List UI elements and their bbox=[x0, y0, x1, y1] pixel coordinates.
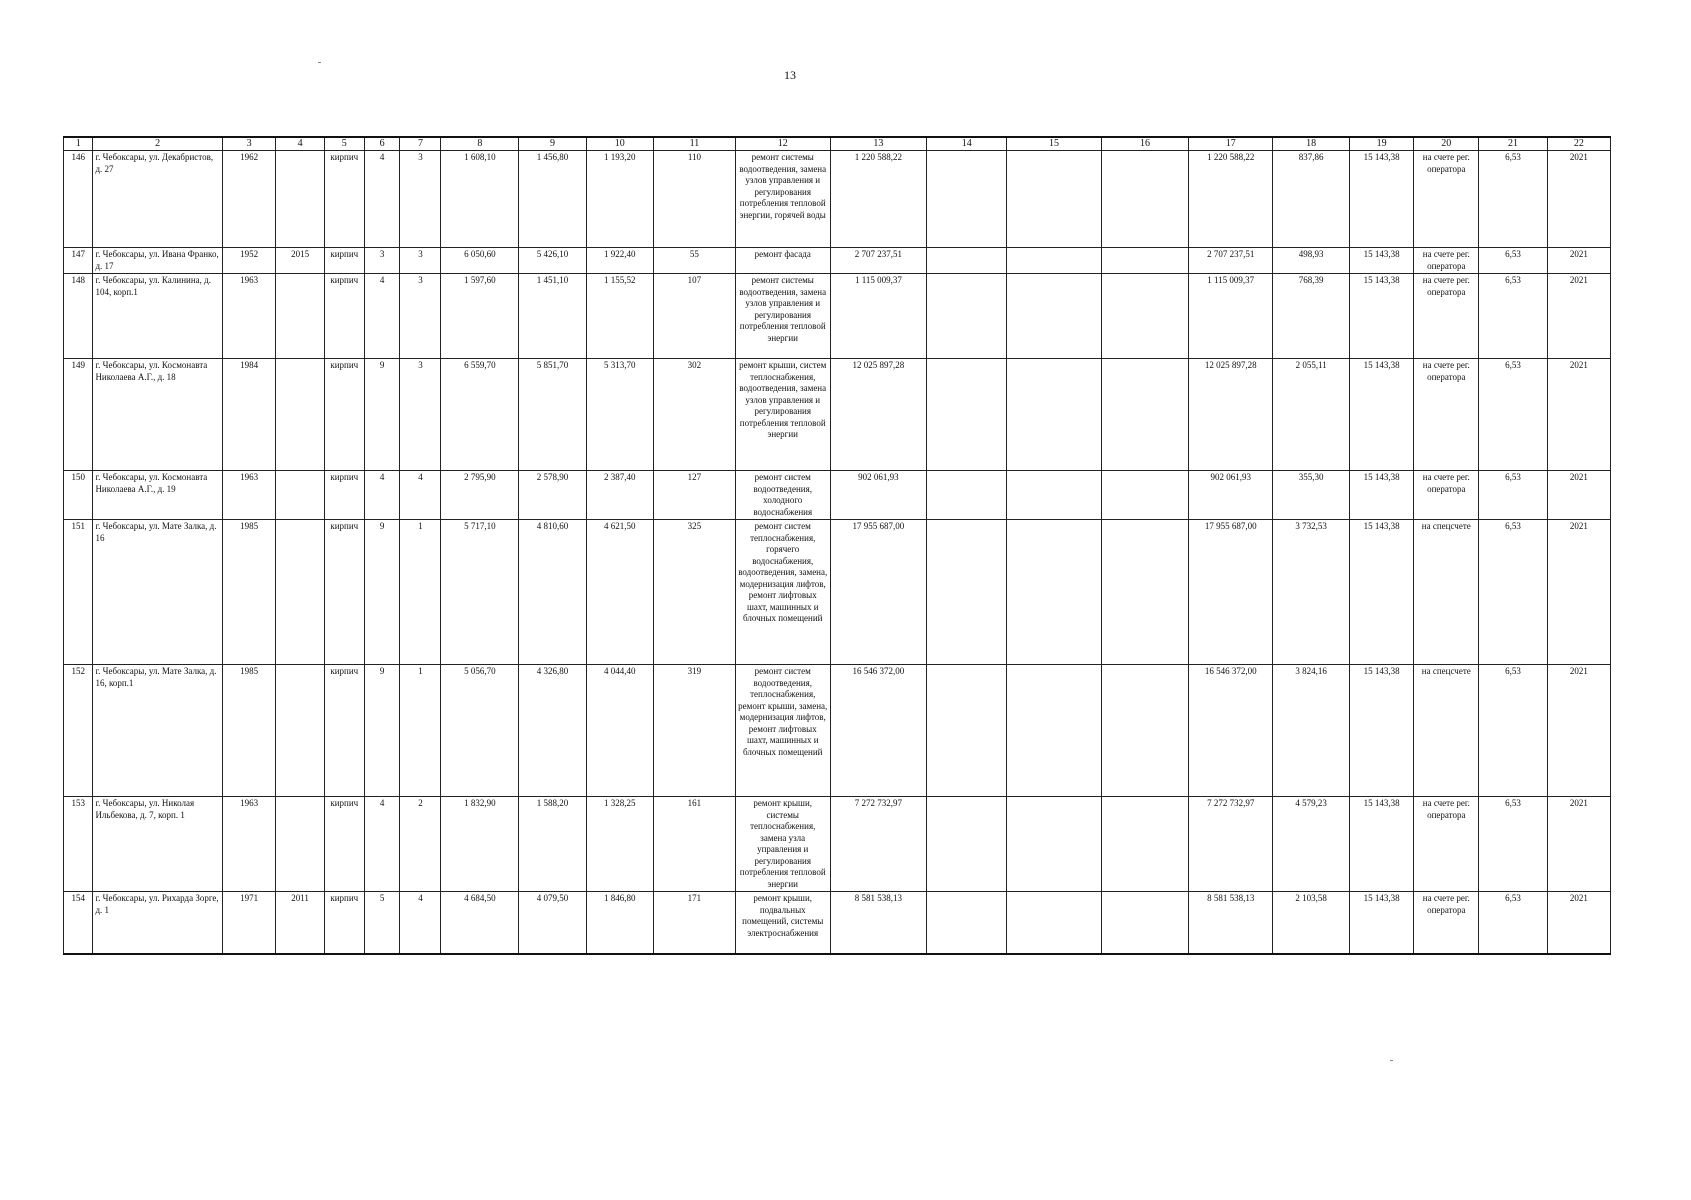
table-body bbox=[64, 151, 1611, 954]
owner-funds-cell: 902 061,93 bbox=[1189, 471, 1273, 520]
funding-cell bbox=[1101, 520, 1188, 665]
address-cell: г. Чебоксары, ул. Николая Ильбекова, д. 7, корп. 1 bbox=[93, 797, 222, 892]
floors-cell: 9 bbox=[364, 665, 400, 797]
entrances-cell: 1 bbox=[400, 665, 441, 797]
residential-area-cell: 4 810,60 bbox=[519, 520, 586, 665]
unit-cost-cell: 3 824,16 bbox=[1273, 665, 1350, 797]
column-number-header: 7 bbox=[400, 137, 441, 151]
fund-account-cell: на счете рег. оператора bbox=[1414, 797, 1479, 892]
work-type-cell: ремонт фасада bbox=[735, 248, 830, 274]
owned-area-cell: 1 328,25 bbox=[586, 797, 653, 892]
unit-cost-cell: 4 579,23 bbox=[1273, 797, 1350, 892]
row-number: 146 bbox=[64, 151, 93, 248]
fund-account-cell: на счете рег. оператора bbox=[1414, 359, 1479, 471]
total-area-cell: 6 050,60 bbox=[441, 248, 519, 274]
work-type-cell: ремонт системы водоотведения, замена узлов управления и регулирования потребления тепловой энергии bbox=[735, 274, 830, 359]
residents-cell: 302 bbox=[653, 359, 735, 471]
total-area-cell: 2 795,90 bbox=[441, 471, 519, 520]
table-row bbox=[64, 520, 1611, 665]
unit-cost-cell: 768,39 bbox=[1273, 274, 1350, 359]
owned-area-cell: 1 846,80 bbox=[586, 892, 653, 954]
residential-area-cell: 1 456,80 bbox=[519, 151, 586, 248]
page-number: 13 bbox=[784, 68, 796, 82]
rate-cell: 6,53 bbox=[1479, 797, 1547, 892]
funding-cell bbox=[1007, 520, 1102, 665]
rate-cell: 6,53 bbox=[1479, 471, 1547, 520]
cost-cell: 17 955 687,00 bbox=[830, 520, 927, 665]
table-row bbox=[64, 797, 1611, 892]
year-built-cell: 1963 bbox=[222, 797, 276, 892]
owned-area-cell: 4 044,40 bbox=[586, 665, 653, 797]
residents-cell: 55 bbox=[653, 248, 735, 274]
column-number-header: 9 bbox=[519, 137, 586, 151]
row-number: 150 bbox=[64, 471, 93, 520]
unit-cost-cell: 498,93 bbox=[1273, 248, 1350, 274]
total-area-cell: 1 597,60 bbox=[441, 274, 519, 359]
address-cell: г. Чебоксары, ул. Мате Залка, д. 16 bbox=[93, 520, 222, 665]
work-type-cell: ремонт крыши, системы теплоснабжения, замена узла управления и регулирования потребления тепловой энергии bbox=[735, 797, 830, 892]
column-number-header: 15 bbox=[1007, 137, 1102, 151]
year-built-cell: 1985 bbox=[222, 665, 276, 797]
funding-cell bbox=[1101, 797, 1188, 892]
reconstruction-year-cell: 2015 bbox=[276, 248, 324, 274]
cost-cell: 7 272 732,97 bbox=[830, 797, 927, 892]
residential-area-cell: 5 851,70 bbox=[519, 359, 586, 471]
scan-speck bbox=[1390, 1060, 1393, 1061]
rate-cell: 6,53 bbox=[1479, 892, 1547, 954]
work-type-cell: ремонт крыши, систем теплоснабжения, водоотведения, замена узлов управления и регулирования потребления тепловой энергии bbox=[735, 359, 830, 471]
max-unit-cost-cell: 15 143,38 bbox=[1350, 797, 1414, 892]
entrances-cell: 3 bbox=[400, 274, 441, 359]
rate-cell: 6,53 bbox=[1479, 520, 1547, 665]
wall-material-cell: кирпич bbox=[324, 892, 364, 954]
residential-area-cell: 2 578,90 bbox=[519, 471, 586, 520]
entrances-cell: 2 bbox=[400, 797, 441, 892]
row-number: 149 bbox=[64, 359, 93, 471]
funding-cell bbox=[1101, 471, 1188, 520]
residents-cell: 319 bbox=[653, 665, 735, 797]
year-built-cell: 1984 bbox=[222, 359, 276, 471]
unit-cost-cell: 2 055,11 bbox=[1273, 359, 1350, 471]
entrances-cell: 4 bbox=[400, 892, 441, 954]
unit-cost-cell: 3 732,53 bbox=[1273, 520, 1350, 665]
owner-funds-cell: 16 546 372,00 bbox=[1189, 665, 1273, 797]
wall-material-cell: кирпич bbox=[324, 520, 364, 665]
address-cell: г. Чебоксары, ул. Космонавта Николаева А.Г., д. 19 bbox=[93, 471, 222, 520]
column-number-header: 14 bbox=[927, 137, 1007, 151]
address-cell: г. Чебоксары, ул. Космонавта Николаева А.Г., д. 18 bbox=[93, 359, 222, 471]
funding-cell bbox=[1101, 359, 1188, 471]
table-row bbox=[64, 892, 1611, 954]
wall-material-cell: кирпич bbox=[324, 471, 364, 520]
funding-cell bbox=[1101, 892, 1188, 954]
column-number-header: 5 bbox=[324, 137, 364, 151]
work-type-cell: ремонт систем водоотведения, теплоснабжения, ремонт крыши, замена, модернизация лифтов, ремонт лифтовых шахт, машинных и блочных помещений bbox=[735, 665, 830, 797]
residents-cell: 110 bbox=[653, 151, 735, 248]
reconstruction-year-cell bbox=[276, 520, 324, 665]
rate-cell: 6,53 bbox=[1479, 274, 1547, 359]
funding-cell bbox=[1007, 892, 1102, 954]
floors-cell: 5 bbox=[364, 892, 400, 954]
work-type-cell: ремонт крыши, подвальных помещений, системы электроснабжения bbox=[735, 892, 830, 954]
row-number: 148 bbox=[64, 274, 93, 359]
fund-account-cell: на счете рег. оператора bbox=[1414, 248, 1479, 274]
funding-cell bbox=[1101, 151, 1188, 248]
floors-cell: 9 bbox=[364, 520, 400, 665]
floors-cell: 4 bbox=[364, 274, 400, 359]
owner-funds-cell: 1 220 588,22 bbox=[1189, 151, 1273, 248]
table-row bbox=[64, 248, 1611, 274]
row-number: 151 bbox=[64, 520, 93, 665]
funding-cell bbox=[1101, 665, 1188, 797]
row-number: 152 bbox=[64, 665, 93, 797]
floors-cell: 9 bbox=[364, 359, 400, 471]
address-cell: г. Чебоксары, ул. Ивана Франко, д. 17 bbox=[93, 248, 222, 274]
repair-registry-table bbox=[63, 136, 1611, 955]
table-row bbox=[64, 151, 1611, 248]
wall-material-cell: кирпич bbox=[324, 797, 364, 892]
owner-funds-cell: 7 272 732,97 bbox=[1189, 797, 1273, 892]
column-number-header: 3 bbox=[222, 137, 276, 151]
wall-material-cell: кирпич bbox=[324, 248, 364, 274]
owner-funds-cell: 12 025 897,28 bbox=[1189, 359, 1273, 471]
table-row bbox=[64, 359, 1611, 471]
funding-cell bbox=[1101, 248, 1188, 274]
residential-area-cell: 4 326,80 bbox=[519, 665, 586, 797]
row-number: 153 bbox=[64, 797, 93, 892]
reconstruction-year-cell bbox=[276, 274, 324, 359]
cost-cell: 902 061,93 bbox=[830, 471, 927, 520]
column-number-header: 4 bbox=[276, 137, 324, 151]
funding-cell bbox=[927, 359, 1007, 471]
max-unit-cost-cell: 15 143,38 bbox=[1350, 892, 1414, 954]
year-built-cell: 1963 bbox=[222, 471, 276, 520]
residents-cell: 107 bbox=[653, 274, 735, 359]
max-unit-cost-cell: 15 143,38 bbox=[1350, 274, 1414, 359]
plan-year-cell: 2021 bbox=[1547, 471, 1610, 520]
column-number-header: 10 bbox=[586, 137, 653, 151]
cost-cell: 16 546 372,00 bbox=[830, 665, 927, 797]
funding-cell bbox=[1007, 274, 1102, 359]
cost-cell: 12 025 897,28 bbox=[830, 359, 927, 471]
total-area-cell: 6 559,70 bbox=[441, 359, 519, 471]
year-built-cell: 1971 bbox=[222, 892, 276, 954]
max-unit-cost-cell: 15 143,38 bbox=[1350, 665, 1414, 797]
reconstruction-year-cell: 2011 bbox=[276, 892, 324, 954]
owned-area-cell: 1 193,20 bbox=[586, 151, 653, 248]
funding-cell bbox=[927, 520, 1007, 665]
funding-cell bbox=[927, 797, 1007, 892]
rate-cell: 6,53 bbox=[1479, 665, 1547, 797]
address-cell: г. Чебоксары, ул. Калинина, д. 104, корп.1 bbox=[93, 274, 222, 359]
column-number-header: 20 bbox=[1414, 137, 1479, 151]
plan-year-cell: 2021 bbox=[1547, 520, 1610, 665]
rate-cell: 6,53 bbox=[1479, 359, 1547, 471]
cost-cell: 8 581 538,13 bbox=[830, 892, 927, 954]
fund-account-cell: на спецсчете bbox=[1414, 665, 1479, 797]
fund-account-cell: на счете рег. оператора bbox=[1414, 892, 1479, 954]
owned-area-cell: 1 922,40 bbox=[586, 248, 653, 274]
column-number-header: 11 bbox=[653, 137, 735, 151]
unit-cost-cell: 355,30 bbox=[1273, 471, 1350, 520]
owned-area-cell: 1 155,52 bbox=[586, 274, 653, 359]
floors-cell: 4 bbox=[364, 151, 400, 248]
fund-account-cell: на спецсчете bbox=[1414, 520, 1479, 665]
address-cell: г. Чебоксары, ул. Рихарда Зорге, д. 1 bbox=[93, 892, 222, 954]
column-number-header: 6 bbox=[364, 137, 400, 151]
address-cell: г. Чебоксары, ул. Декабристов, д. 27 bbox=[93, 151, 222, 248]
floors-cell: 4 bbox=[364, 471, 400, 520]
cost-cell: 2 707 237,51 bbox=[830, 248, 927, 274]
max-unit-cost-cell: 15 143,38 bbox=[1350, 520, 1414, 665]
column-number-header: 18 bbox=[1273, 137, 1350, 151]
plan-year-cell: 2021 bbox=[1547, 892, 1610, 954]
funding-cell bbox=[927, 471, 1007, 520]
wall-material-cell: кирпич bbox=[324, 359, 364, 471]
fund-account-cell: на счете рег. оператора bbox=[1414, 471, 1479, 520]
funding-cell bbox=[927, 248, 1007, 274]
plan-year-cell: 2021 bbox=[1547, 797, 1610, 892]
plan-year-cell: 2021 bbox=[1547, 359, 1610, 471]
max-unit-cost-cell: 15 143,38 bbox=[1350, 471, 1414, 520]
work-type-cell: ремонт систем водоотведения, холодного водоснабжения bbox=[735, 471, 830, 520]
floors-cell: 4 bbox=[364, 797, 400, 892]
funding-cell bbox=[927, 892, 1007, 954]
owner-funds-cell: 8 581 538,13 bbox=[1189, 892, 1273, 954]
funding-cell bbox=[1007, 665, 1102, 797]
owned-area-cell: 4 621,50 bbox=[586, 520, 653, 665]
wall-material-cell: кирпич bbox=[324, 274, 364, 359]
owned-area-cell: 5 313,70 bbox=[586, 359, 653, 471]
column-number-header: 22 bbox=[1547, 137, 1610, 151]
owner-funds-cell: 17 955 687,00 bbox=[1189, 520, 1273, 665]
reconstruction-year-cell bbox=[276, 359, 324, 471]
reconstruction-year-cell bbox=[276, 797, 324, 892]
reconstruction-year-cell bbox=[276, 471, 324, 520]
year-built-cell: 1963 bbox=[222, 274, 276, 359]
entrances-cell: 1 bbox=[400, 520, 441, 665]
funding-cell bbox=[1007, 151, 1102, 248]
unit-cost-cell: 2 103,58 bbox=[1273, 892, 1350, 954]
entrances-cell: 4 bbox=[400, 471, 441, 520]
row-number: 147 bbox=[64, 248, 93, 274]
wall-material-cell: кирпич bbox=[324, 151, 364, 248]
table-row bbox=[64, 665, 1611, 797]
cost-cell: 1 115 009,37 bbox=[830, 274, 927, 359]
funding-cell bbox=[1007, 248, 1102, 274]
table-row bbox=[64, 471, 1611, 520]
total-area-cell: 1 832,90 bbox=[441, 797, 519, 892]
column-number-header: 19 bbox=[1350, 137, 1414, 151]
reconstruction-year-cell bbox=[276, 151, 324, 248]
residential-area-cell: 1 588,20 bbox=[519, 797, 586, 892]
column-number-header: 21 bbox=[1479, 137, 1547, 151]
column-number-header: 8 bbox=[441, 137, 519, 151]
rate-cell: 6,53 bbox=[1479, 248, 1547, 274]
work-type-cell: ремонт систем теплоснабжения, горячего водоснабжения, водоотведения, замена, модернизация лифтов, ремонт лифтовых шахт, машинных и блочных помещений bbox=[735, 520, 830, 665]
year-built-cell: 1962 bbox=[222, 151, 276, 248]
total-area-cell: 1 608,10 bbox=[441, 151, 519, 248]
table-row bbox=[64, 274, 1611, 359]
address-cell: г. Чебоксары, ул. Мате Залка, д. 16, корп.1 bbox=[93, 665, 222, 797]
column-number-row bbox=[64, 137, 1611, 151]
funding-cell bbox=[1007, 359, 1102, 471]
plan-year-cell: 2021 bbox=[1547, 248, 1610, 274]
fund-account-cell: на счете рег. оператора bbox=[1414, 151, 1479, 248]
residents-cell: 161 bbox=[653, 797, 735, 892]
wall-material-cell: кирпич bbox=[324, 665, 364, 797]
cost-cell: 1 220 588,22 bbox=[830, 151, 927, 248]
residential-area-cell: 4 079,50 bbox=[519, 892, 586, 954]
floors-cell: 3 bbox=[364, 248, 400, 274]
total-area-cell: 4 684,50 bbox=[441, 892, 519, 954]
funding-cell bbox=[927, 274, 1007, 359]
residents-cell: 127 bbox=[653, 471, 735, 520]
row-number: 154 bbox=[64, 892, 93, 954]
total-area-cell: 5 056,70 bbox=[441, 665, 519, 797]
column-number-header: 1 bbox=[64, 137, 93, 151]
plan-year-cell: 2021 bbox=[1547, 274, 1610, 359]
residential-area-cell: 5 426,10 bbox=[519, 248, 586, 274]
column-number-header: 16 bbox=[1101, 137, 1188, 151]
unit-cost-cell: 837,86 bbox=[1273, 151, 1350, 248]
funding-cell bbox=[1007, 797, 1102, 892]
residential-area-cell: 1 451,10 bbox=[519, 274, 586, 359]
funding-cell bbox=[927, 665, 1007, 797]
owner-funds-cell: 2 707 237,51 bbox=[1189, 248, 1273, 274]
column-number-header: 12 bbox=[735, 137, 830, 151]
column-number-header: 13 bbox=[830, 137, 927, 151]
column-number-header: 2 bbox=[93, 137, 222, 151]
column-number-header: 17 bbox=[1189, 137, 1273, 151]
entrances-cell: 3 bbox=[400, 248, 441, 274]
max-unit-cost-cell: 15 143,38 bbox=[1350, 359, 1414, 471]
rate-cell: 6,53 bbox=[1479, 151, 1547, 248]
owned-area-cell: 2 387,40 bbox=[586, 471, 653, 520]
max-unit-cost-cell: 15 143,38 bbox=[1350, 151, 1414, 248]
reconstruction-year-cell bbox=[276, 665, 324, 797]
entrances-cell: 3 bbox=[400, 151, 441, 248]
residents-cell: 171 bbox=[653, 892, 735, 954]
owner-funds-cell: 1 115 009,37 bbox=[1189, 274, 1273, 359]
funding-cell bbox=[1007, 471, 1102, 520]
plan-year-cell: 2021 bbox=[1547, 665, 1610, 797]
year-built-cell: 1952 bbox=[222, 248, 276, 274]
year-built-cell: 1985 bbox=[222, 520, 276, 665]
residents-cell: 325 bbox=[653, 520, 735, 665]
funding-cell bbox=[927, 151, 1007, 248]
plan-year-cell: 2021 bbox=[1547, 151, 1610, 248]
max-unit-cost-cell: 15 143,38 bbox=[1350, 248, 1414, 274]
total-area-cell: 5 717,10 bbox=[441, 520, 519, 665]
entrances-cell: 3 bbox=[400, 359, 441, 471]
scan-speck bbox=[318, 62, 321, 63]
funding-cell bbox=[1101, 274, 1188, 359]
fund-account-cell: на счете рег. оператора bbox=[1414, 274, 1479, 359]
work-type-cell: ремонт системы водоотведения, замена узлов управления и регулирования потребления тепловой энергии, горячей воды bbox=[735, 151, 830, 248]
